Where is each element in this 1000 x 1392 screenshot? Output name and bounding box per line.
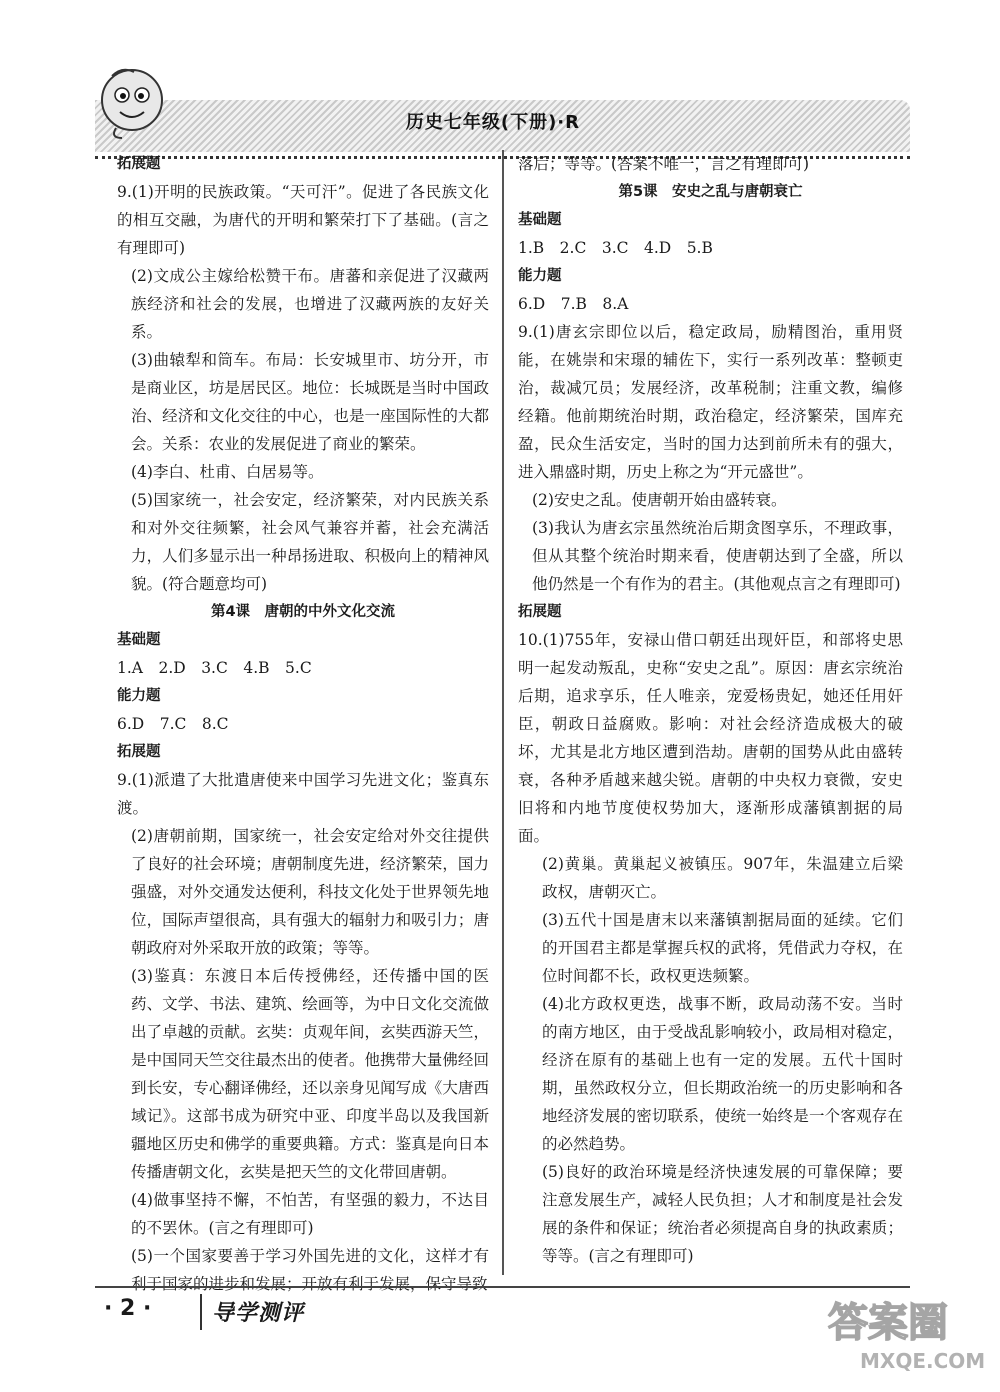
lesson-title: 第4课 唐朝的中外文化交流 [210,604,396,620]
footer-separator [200,1294,202,1330]
lesson-title: 第5课 安史之乱与唐朝衰亡 [618,184,803,200]
section-heading: 拓展题 [518,604,562,620]
answer-subitem: (4)北方政权更迭，战事不断，政局动荡不安。当时的南方地区，由于受战乱影响较小，政局相对稳定，经济在原有的基础上也有一定的发展。五代十国时期，虽然政权分立，但长期政治统一的历史影响和各地经济发展的密切联系，使统一始终是一个客观存在的必然趋势。 [542,995,903,1153]
footer-brand: 导学测评 [212,1301,305,1326]
answer-paragraph: 落后；等等。(答案不唯一，言之有理即可) [518,155,810,173]
section-heading: 拓展题 [117,156,161,172]
section-heading: 基础题 [518,212,562,228]
answer-subitem: (4)做事坚持不懈，不怕苦，有坚强的毅力，不达目的不罢休。(言之有理即可) [131,1191,489,1237]
section-heading: 拓展题 [117,744,161,760]
answer-paragraph: 9.(1)唐玄宗即位以后，稳定政局，励精图治，重用贤能，在姚崇和宋璟的辅佐下，实行一系列改革：整顿吏治，裁减冗员；发展经济，改革税制；注重文教，编修经籍。他前期统治时期，政治稳定，经济繁荣，国库充盈，民众生活安定，当时的国力达到前所未有的强大，进入鼎盛时期，历史上称之为“开元盛世”。 [518,323,903,481]
answer-paragraph: 9.(1)派遣了大批遣唐使来中国学习先进文化；鉴真东渡。 [117,771,489,817]
answer-subitem: (2)安史之乱。使唐朝开始由盛转衰。 [532,491,787,509]
svg-text:MXQE.COM: MXQE.COM [860,1349,986,1373]
footer-rule [95,1286,910,1288]
watermark-logo [820,1288,986,1378]
answer-subitem: (3)曲辕犁和筒车。布局：长安城里市、坊分开，市是商业区，坊是居民区。地位：长城既是当时中国政治、经济和文化交往的中心，也是一座国际性的大都会。关系：农业的发展促进了商业的繁荣。 [131,351,489,453]
answer-paragraph: 6.D 7.B 8.A [518,295,629,313]
answer-paragraph: 10.(1)755年，安禄山借口朝廷出现奸臣，和部将史思明一起发动叛乱，史称“安史之乱”。原因：唐玄宗统治后期，追求享乐，任人唯亲，宠爱杨贵妃，她还任用奸臣，朝政日益腐败。影响：对社会经济造成极大的破坏，尤其是北方地区遭到浩劫。唐朝的国势从此由盛转衰，各种矛盾越来越尖锐。唐朝的中央权力衰微，安史旧将和内地节度使权势加大，逐渐形成藩镇割据的局面。 [518,631,903,845]
section-heading: 能力题 [117,688,161,704]
answer-paragraph: 9.(1)开明的民族政策。“天可汗”。促进了各民族文化的相互交融，为唐代的开明和繁荣打下了基础。(言之有理即可) [117,183,489,257]
answer-subitem: (4)李白、杜甫、白居易等。 [131,463,324,481]
right-column [518,150,903,1270]
answer-subitem: (5)良好的政治环境是经济快速发展的可靠保障；要注意发展生产，减轻人民负担；人才和制度是社会发展的条件和保证；统治者必须提高自身的执政素质；等等。(言之有理即可) [542,1163,903,1265]
answer-paragraph: 1.A 2.D 3.C 4.B 5.C [117,659,312,677]
mascot-icon [92,62,172,142]
answer-subitem: (2)文成公主嫁给松赞干布。唐蕃和亲促进了汉藏两族经济和社会的发展，也增进了汉藏两族的友好关系。 [131,267,489,341]
page-number: · 2 · [104,1296,152,1321]
answer-paragraph: 1.B 2.C 3.C 4.D 5.B [518,239,713,257]
svg-text:答案圈: 答案圈 [828,1300,948,1346]
header-title: 历史七年级(下册)·R [405,112,580,133]
answer-subitem: (5)一个国家要善于学习外国先进的文化，这样才有利于国家的进步和发展；开放有利于发展，保守导致 [131,1247,489,1293]
answer-subitem: (2)唐朝前期，国家统一，社会安定给对外交往提供了良好的社会环境；唐朝制度先进，经济繁荣，国力强盛，对外交通发达便利，科技文化处于世界领先地位，国际声望很高，具有强大的辐射力和吸引力；唐朝政府对外采取开放的政策；等等。 [131,827,489,957]
column-divider [502,150,504,1275]
answer-paragraph: 6.D 7.C 8.C [117,715,229,733]
left-column [117,150,489,1298]
answer-subitem: (3)五代十国是唐末以来藩镇割据局面的延续。它们的开国君主都是掌握兵权的武将，凭借武力夺权，在位时间都不长，政权更迭频繁。 [542,911,903,985]
answer-subitem: (2)黄巢。黄巢起义被镇压。907年，朱温建立后梁政权，唐朝灭亡。 [542,855,903,901]
answer-subitem: (3)鉴真：东渡日本后传授佛经，还传播中国的医药、文学、书法、建筑、绘画等，为中日文化交流做出了卓越的贡献。玄奘：贞观年间，玄奘西游天竺，是中国同天竺交往最杰出的使者。他携带大量佛经回到长安，专心翻译佛经，还以亲身见闻写成《大唐西域记》。这部书成为研究中亚、印度半岛以及我国新疆地区历史和佛学的重要典籍。方式：鉴真是向日本传播唐朝文化，玄奘是把天竺的文化带回唐朝。 [131,967,489,1181]
section-heading: 基础题 [117,632,161,648]
section-heading: 能力题 [518,268,562,284]
answer-subitem: (3)我认为唐玄宗虽然统治后期贪图享乐，不理政事，但从其整个统治时期来看，使唐朝达到了全盛，所以他仍然是一个有作为的君主。(其他观点言之有理即可) [532,519,903,593]
answer-subitem: (5)国家统一，社会安定，经济繁荣，对内民族关系和对外交往频繁，社会风气兼容并蓄，社会充满活力，人们多显示出一种昂扬进取、积极向上的精神风貌。(符合题意均可) [131,491,489,593]
